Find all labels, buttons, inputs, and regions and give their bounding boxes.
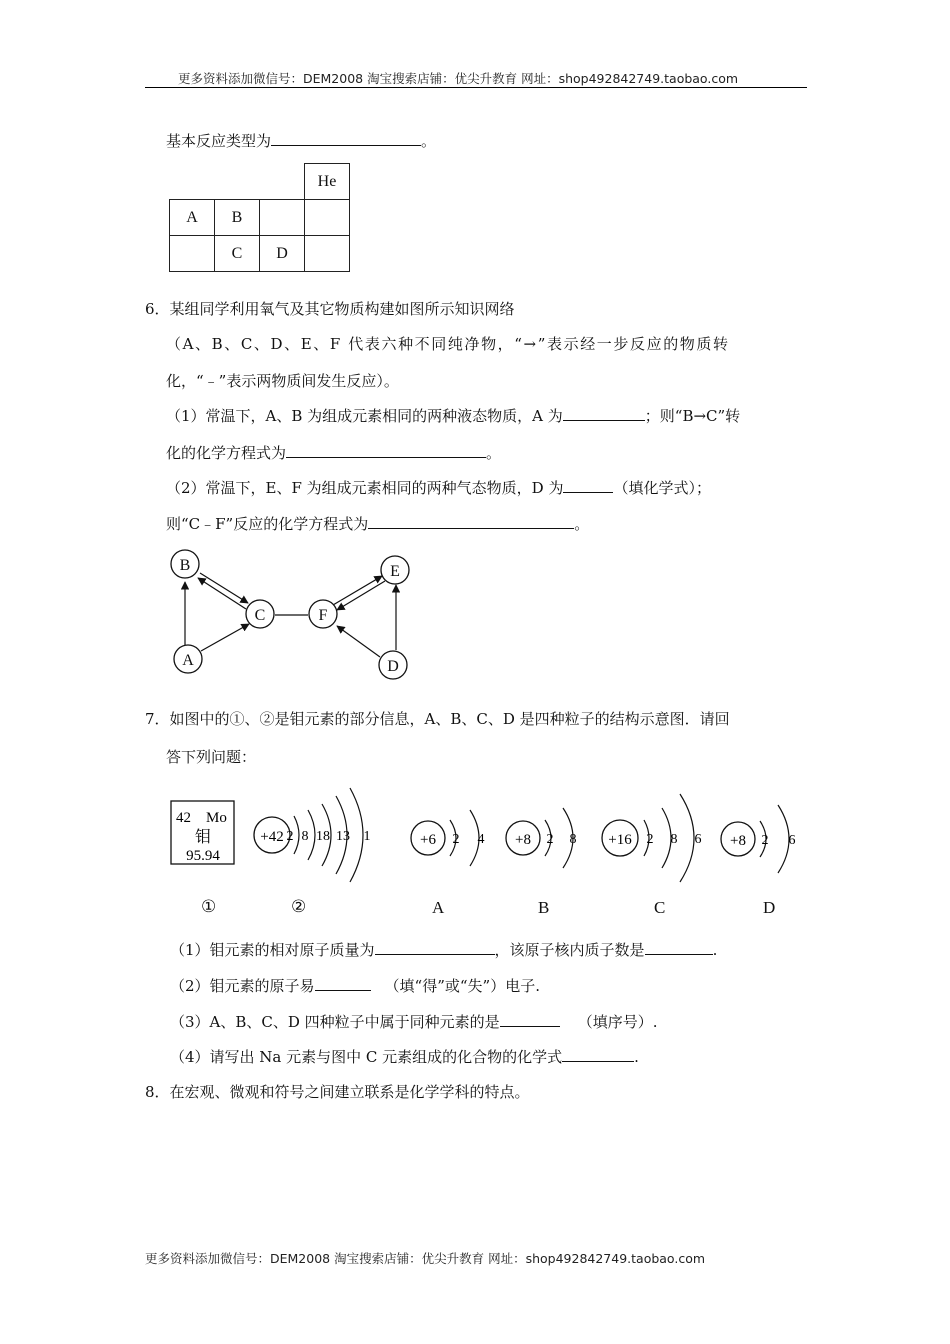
q7-sub-2 [170,975,540,996]
q6-part1-line1 [166,405,740,426]
label-particle-b: B [538,898,550,917]
answer-blank [286,443,486,458]
q5-line-text: 基本反应类型为 [166,132,272,150]
arrow-e-f [337,581,385,610]
particle-d-shell-1: 2 [761,833,769,848]
particle-d-structure [718,795,808,885]
answer-blank [375,940,495,955]
answer-blank [563,406,645,421]
q7-sub-4 [170,1046,639,1067]
cell-empty [260,200,305,236]
mo-atom-structure [252,778,392,890]
answer-blank [562,1047,634,1062]
q6-intro-2: 化，“﹣”表示两物质间发生反应）。 [166,372,399,390]
cell-he: He [305,164,350,200]
arrow-f-e [333,576,382,605]
q7-s2b: （填“得”或“失”）电子. [384,977,540,995]
page-header: 更多资料添加微信号：DEM2008 淘宝搜索店铺：优尖升教育 网址：shop492842749.taobao.com [178,71,739,86]
mo-shell-1: 2 [286,829,294,844]
node-d: D [387,658,399,675]
answer-blank [500,1012,560,1027]
mo-shell-4: 13 [336,829,350,844]
mo-nucleus: +42 [260,829,284,845]
q7-sub-3 [170,1011,657,1032]
node-a: A [182,652,194,669]
element-name: 钼 [194,829,212,846]
label-figure-1: ① [201,897,217,916]
node-c: C [254,607,266,624]
particle-c-structure [598,790,713,890]
q7-s1b: ，该原子核内质子数是 [494,941,645,959]
label-particle-a: A [432,898,445,917]
particle-c-shell-1: 2 [646,832,654,847]
particle-a-nucleus: +6 [420,832,436,848]
label-figure-2: ② [291,897,307,916]
answer-blank [271,131,421,146]
answer-blank [368,514,574,529]
page-footer: 更多资料添加微信号：DEM2008 淘宝搜索店铺：优尖升教育 网址：shop492842749.taobao.com [145,1251,706,1266]
particle-d-nucleus: +8 [730,833,746,849]
q6-part1-line2 [166,442,501,463]
node-b: B [179,557,191,574]
header-rule [145,87,807,88]
label-particle-c: C [654,898,666,917]
answer-blank [645,940,713,955]
mo-shell-3: 18 [316,829,330,844]
particle-c-nucleus: +16 [608,832,632,848]
q8-title: 8．在宏观、微观和符号之间建立联系是化学学科的特点。 [145,1083,530,1101]
particle-b-structure [503,800,588,880]
q7-s4b: . [634,1048,639,1066]
q7-sub-1 [170,939,717,960]
cell-b: B [215,200,260,236]
q6-title: 6．某组同学利用氧气及其它物质构建如图所示知识网络 [145,300,515,318]
answer-blank [563,478,613,493]
q6-p1b: ；则“B→C”转 [644,407,741,425]
q7-s1a: （1）钼元素的相对原子质量为 [170,941,375,959]
q5-line [166,130,436,151]
arrow-a-c [201,624,249,651]
atomic-mass: 95.94 [186,848,220,864]
particle-a-shell-1: 2 [452,832,460,847]
node-f: F [318,607,328,624]
arrow-c-b [198,578,246,609]
q7-s3a: （3）A、B、C、D 四种粒子中属于同种元素的是 [170,1013,500,1031]
particle-c-shell-3: 6 [694,832,702,847]
cell-empty [305,236,350,272]
arrow-b-c [200,573,248,603]
q6-part2-line2 [166,513,589,534]
particle-b-shell-2: 8 [569,832,577,847]
q6-p2a: （2）常温下，E、F 为组成元素相同的两种气态物质，D 为 [166,479,564,497]
q7-s3b: （填序号）. [577,1013,658,1031]
arrow-d-f [337,626,380,657]
cell-d: D [260,236,305,272]
cell-empty [170,236,215,272]
q6-p2c: 则“C﹣F”反应的化学方程式为 [166,515,369,533]
cell-a: A [170,200,215,236]
q7-s4a: （4）请写出 Na 元素与图中 C 元素组成的化合物的化学式 [170,1048,563,1066]
mo-shell-2: 8 [301,829,309,844]
label-particle-d: D [763,898,776,917]
cell-empty [305,200,350,236]
molybdenum-element-card [170,800,236,866]
particle-b-shell-1: 2 [546,832,554,847]
cell-c: C [215,236,260,272]
particle-d-shell-2: 6 [788,833,796,848]
periodic-table-fragment [169,163,350,272]
q6-part2-line1 [166,477,711,498]
element-symbol: Mo [206,810,227,826]
q6-p2b: （填化学式）； [613,479,711,497]
q5-line-end: 。 [421,132,437,150]
atomic-number: 42 [176,810,191,826]
q7-title-2: 答下列问题： [166,748,257,766]
q7-title-1: 7．如图中的①、②是钼元素的部分信息，A、B、C、D 是四种粒子的结构示意图．请回 [145,710,730,728]
q7-s1c: . [712,941,718,959]
q6-p2d: 。 [574,515,590,533]
q6-p1a: （1）常温下，A、B 为组成元素相同的两种液态物质，A 为 [166,407,563,425]
particle-a-structure [408,800,493,880]
particle-c-shell-2: 8 [670,832,678,847]
node-e: E [390,563,400,580]
q6-p1d: 。 [486,444,502,462]
q6-p1c: 化的化学方程式为 [166,444,287,462]
mo-shell-5: 1 [363,829,371,844]
particle-b-nucleus: +8 [515,832,531,848]
knowledge-network-diagram [160,545,420,685]
particle-a-shell-2: 4 [477,832,485,847]
q7-s2a: （2）钼元素的原子易 [170,977,315,995]
answer-blank [315,976,371,991]
q6-intro-1: （A、B、C、D、E、F 代表六种不同纯净物，“→”表示经一步反应的物质转 [166,335,730,353]
